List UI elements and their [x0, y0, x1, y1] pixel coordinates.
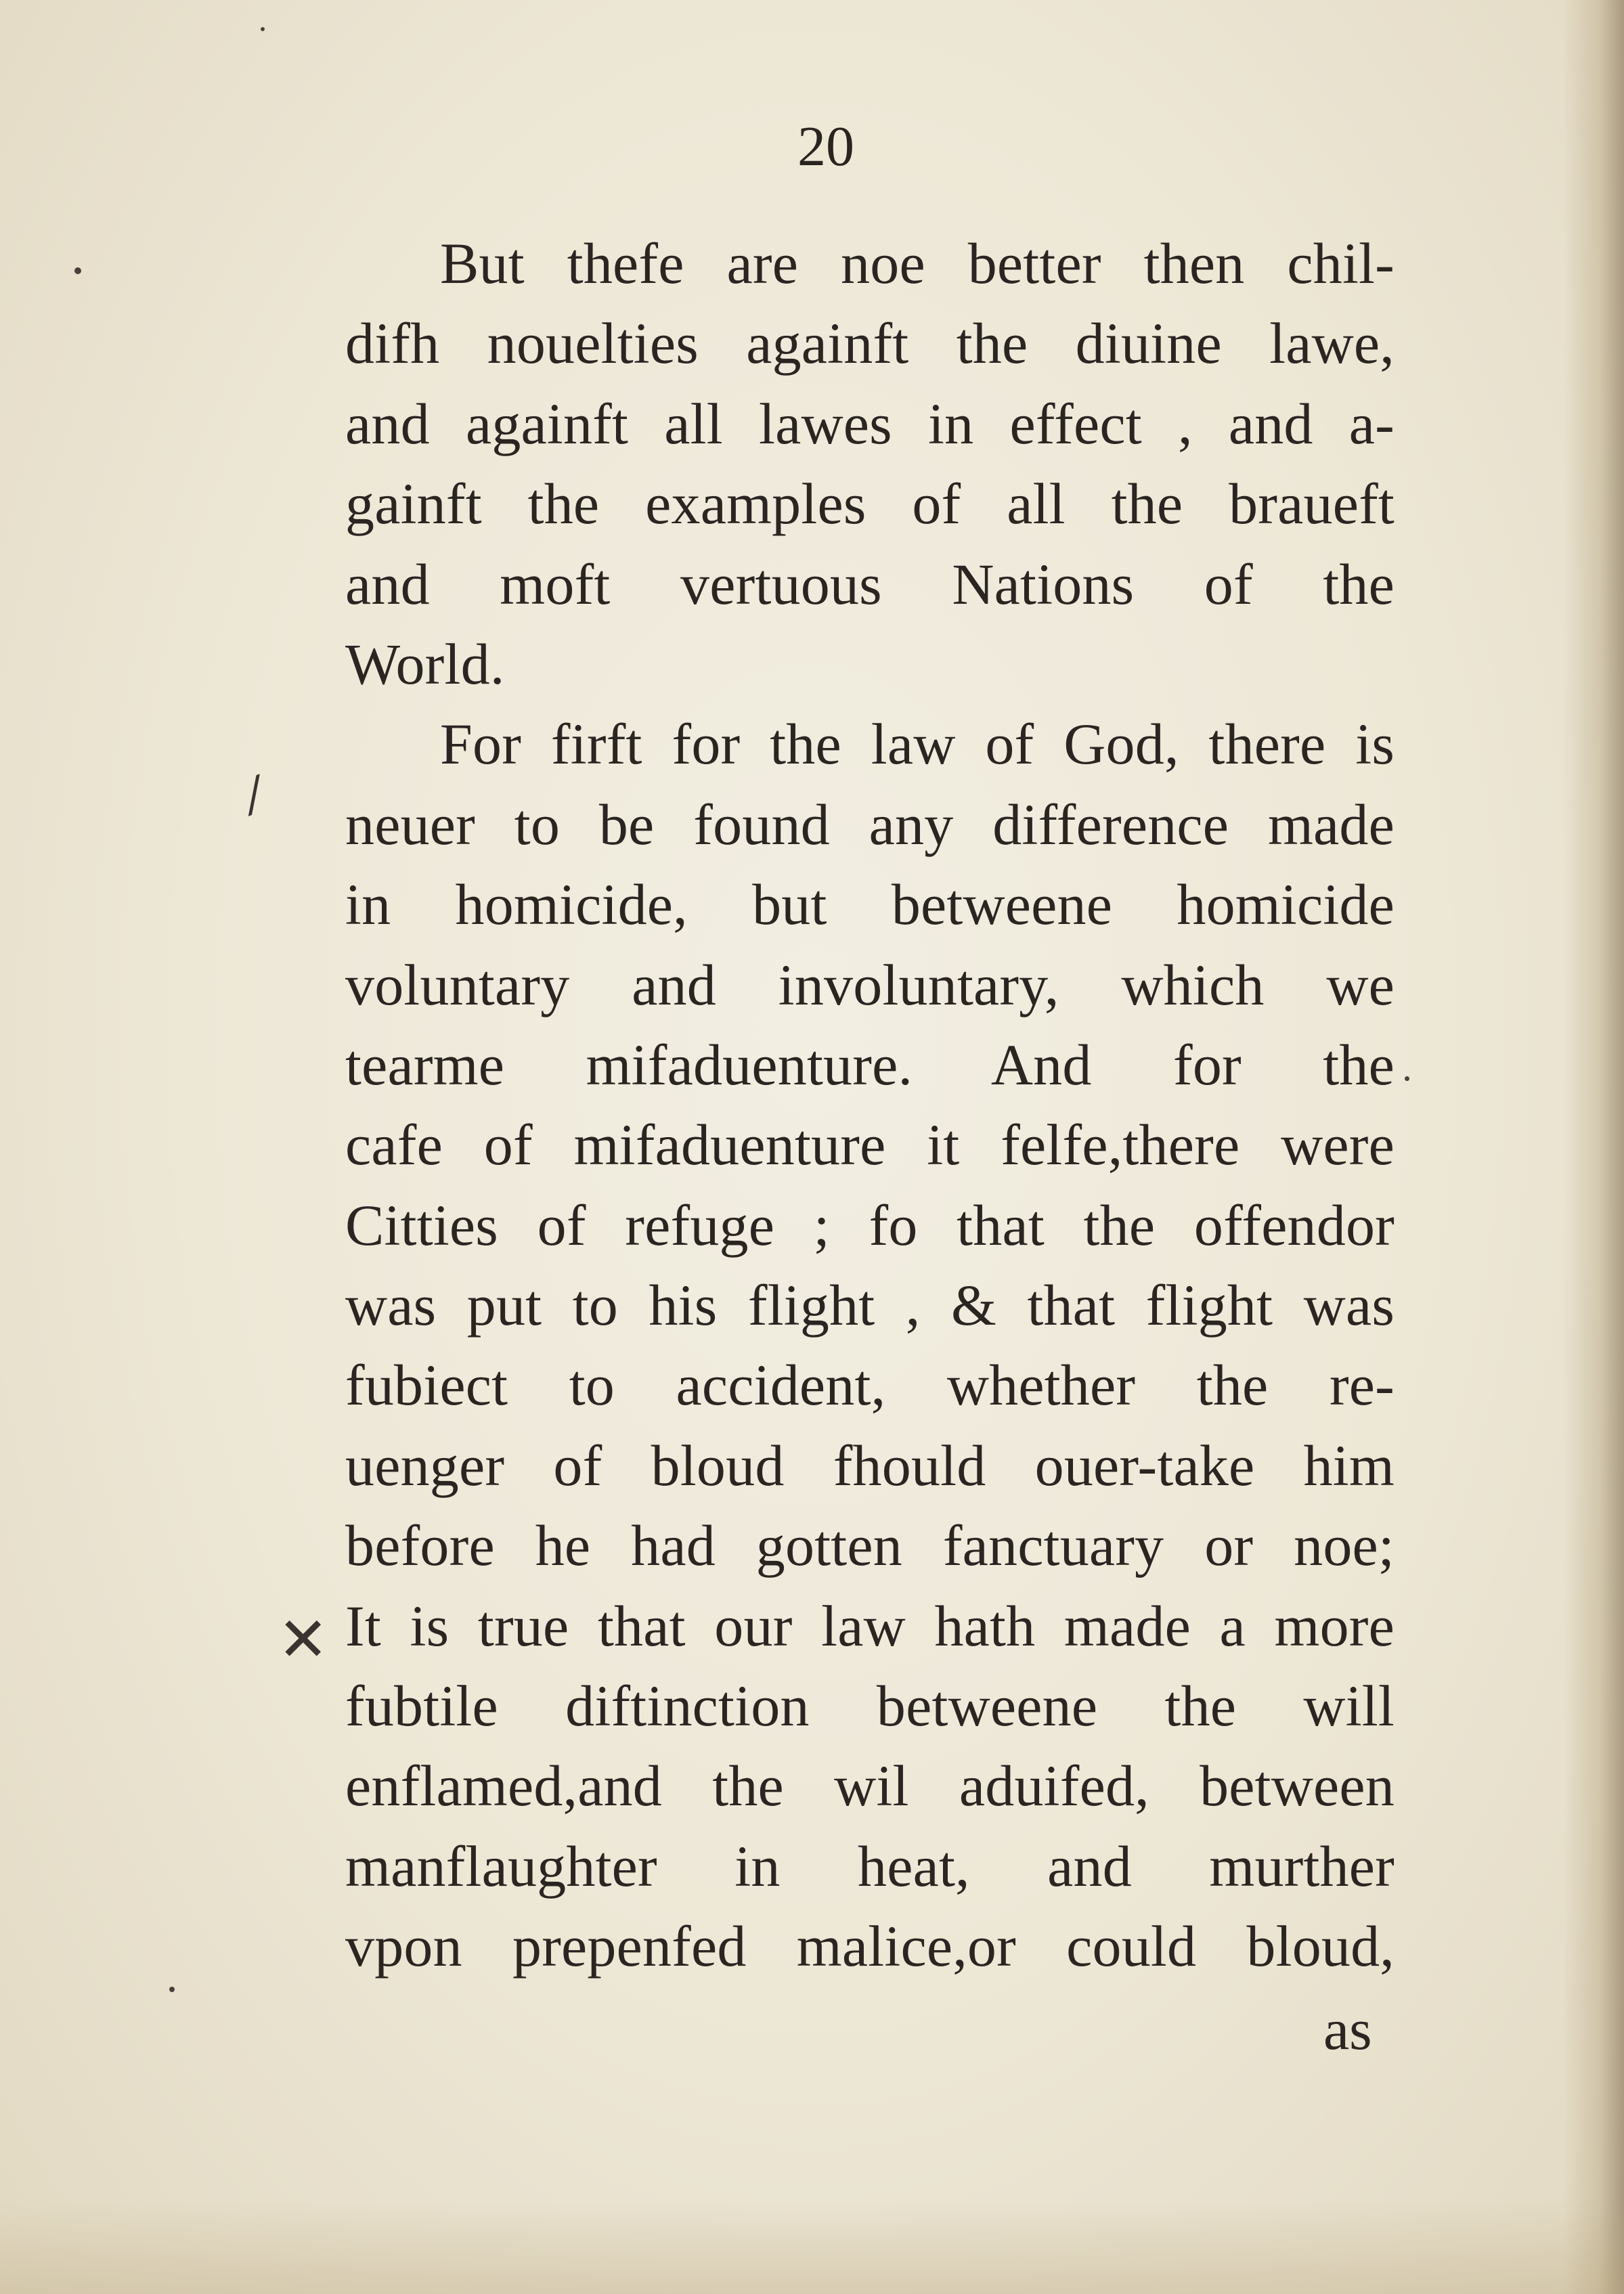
text-line: fubtile diftinction betweene the will [345, 1673, 1395, 1739]
text-line: uenger of bloud fhould ouer-take him [345, 1432, 1395, 1498]
text-line: manflaughter in heat, and murther [345, 1833, 1395, 1899]
page-number: 20 [797, 115, 854, 178]
text-line: It is true that our law hath made a more [345, 1593, 1395, 1658]
ink-speck [169, 1987, 175, 1992]
text-line: before he had gotten fanctuary or noe; [345, 1513, 1395, 1579]
page-bottom-shadow [0, 2199, 1624, 2294]
text-line: gainft the examples of all the braueft [345, 471, 1395, 537]
text-line: For firft for the law of God, there is [440, 711, 1395, 777]
body-text [345, 223, 1395, 1987]
text-line: neuer to be found any difference made [345, 791, 1395, 857]
page-edge-shadow [1563, 0, 1624, 2294]
text-line: But thefe are noe better then chil- [440, 231, 1395, 296]
text-line: voluntary and involuntary, which we [345, 952, 1395, 1017]
text-line: Citties of refuge ; fo that the offendor [345, 1192, 1395, 1258]
ink-speck [74, 267, 81, 274]
text-line: in homicide, but betweene homicide [345, 872, 1395, 938]
catchword: as [1323, 1997, 1372, 2062]
ink-speck [261, 27, 265, 31]
text-line: difh nouelties againft the diuine lawe, [345, 311, 1395, 376]
margin-mark-icon: ⁄ [241, 768, 268, 824]
text-line: vpon prepenfed malice,or could bloud, [345, 1914, 1395, 1979]
text-line: cafe of mifaduenture it felfe,there were [345, 1112, 1395, 1178]
margin-cross-icon: ✕ [278, 1604, 329, 1675]
text-line: and againft all lawes in effect , and a- [345, 391, 1395, 456]
ink-speck [1405, 1076, 1409, 1081]
text-line: fubiect to accident, whether the re- [345, 1352, 1395, 1418]
text-line: enflamed,and the wil aduifed, between [345, 1753, 1395, 1819]
text-line: was put to his flight , & that flight was [345, 1273, 1395, 1338]
text-line: tearme mifaduenture. And for the [345, 1032, 1395, 1097]
text-line: World. [345, 631, 505, 697]
text-line: and moft vertuous Nations of the [345, 551, 1395, 617]
